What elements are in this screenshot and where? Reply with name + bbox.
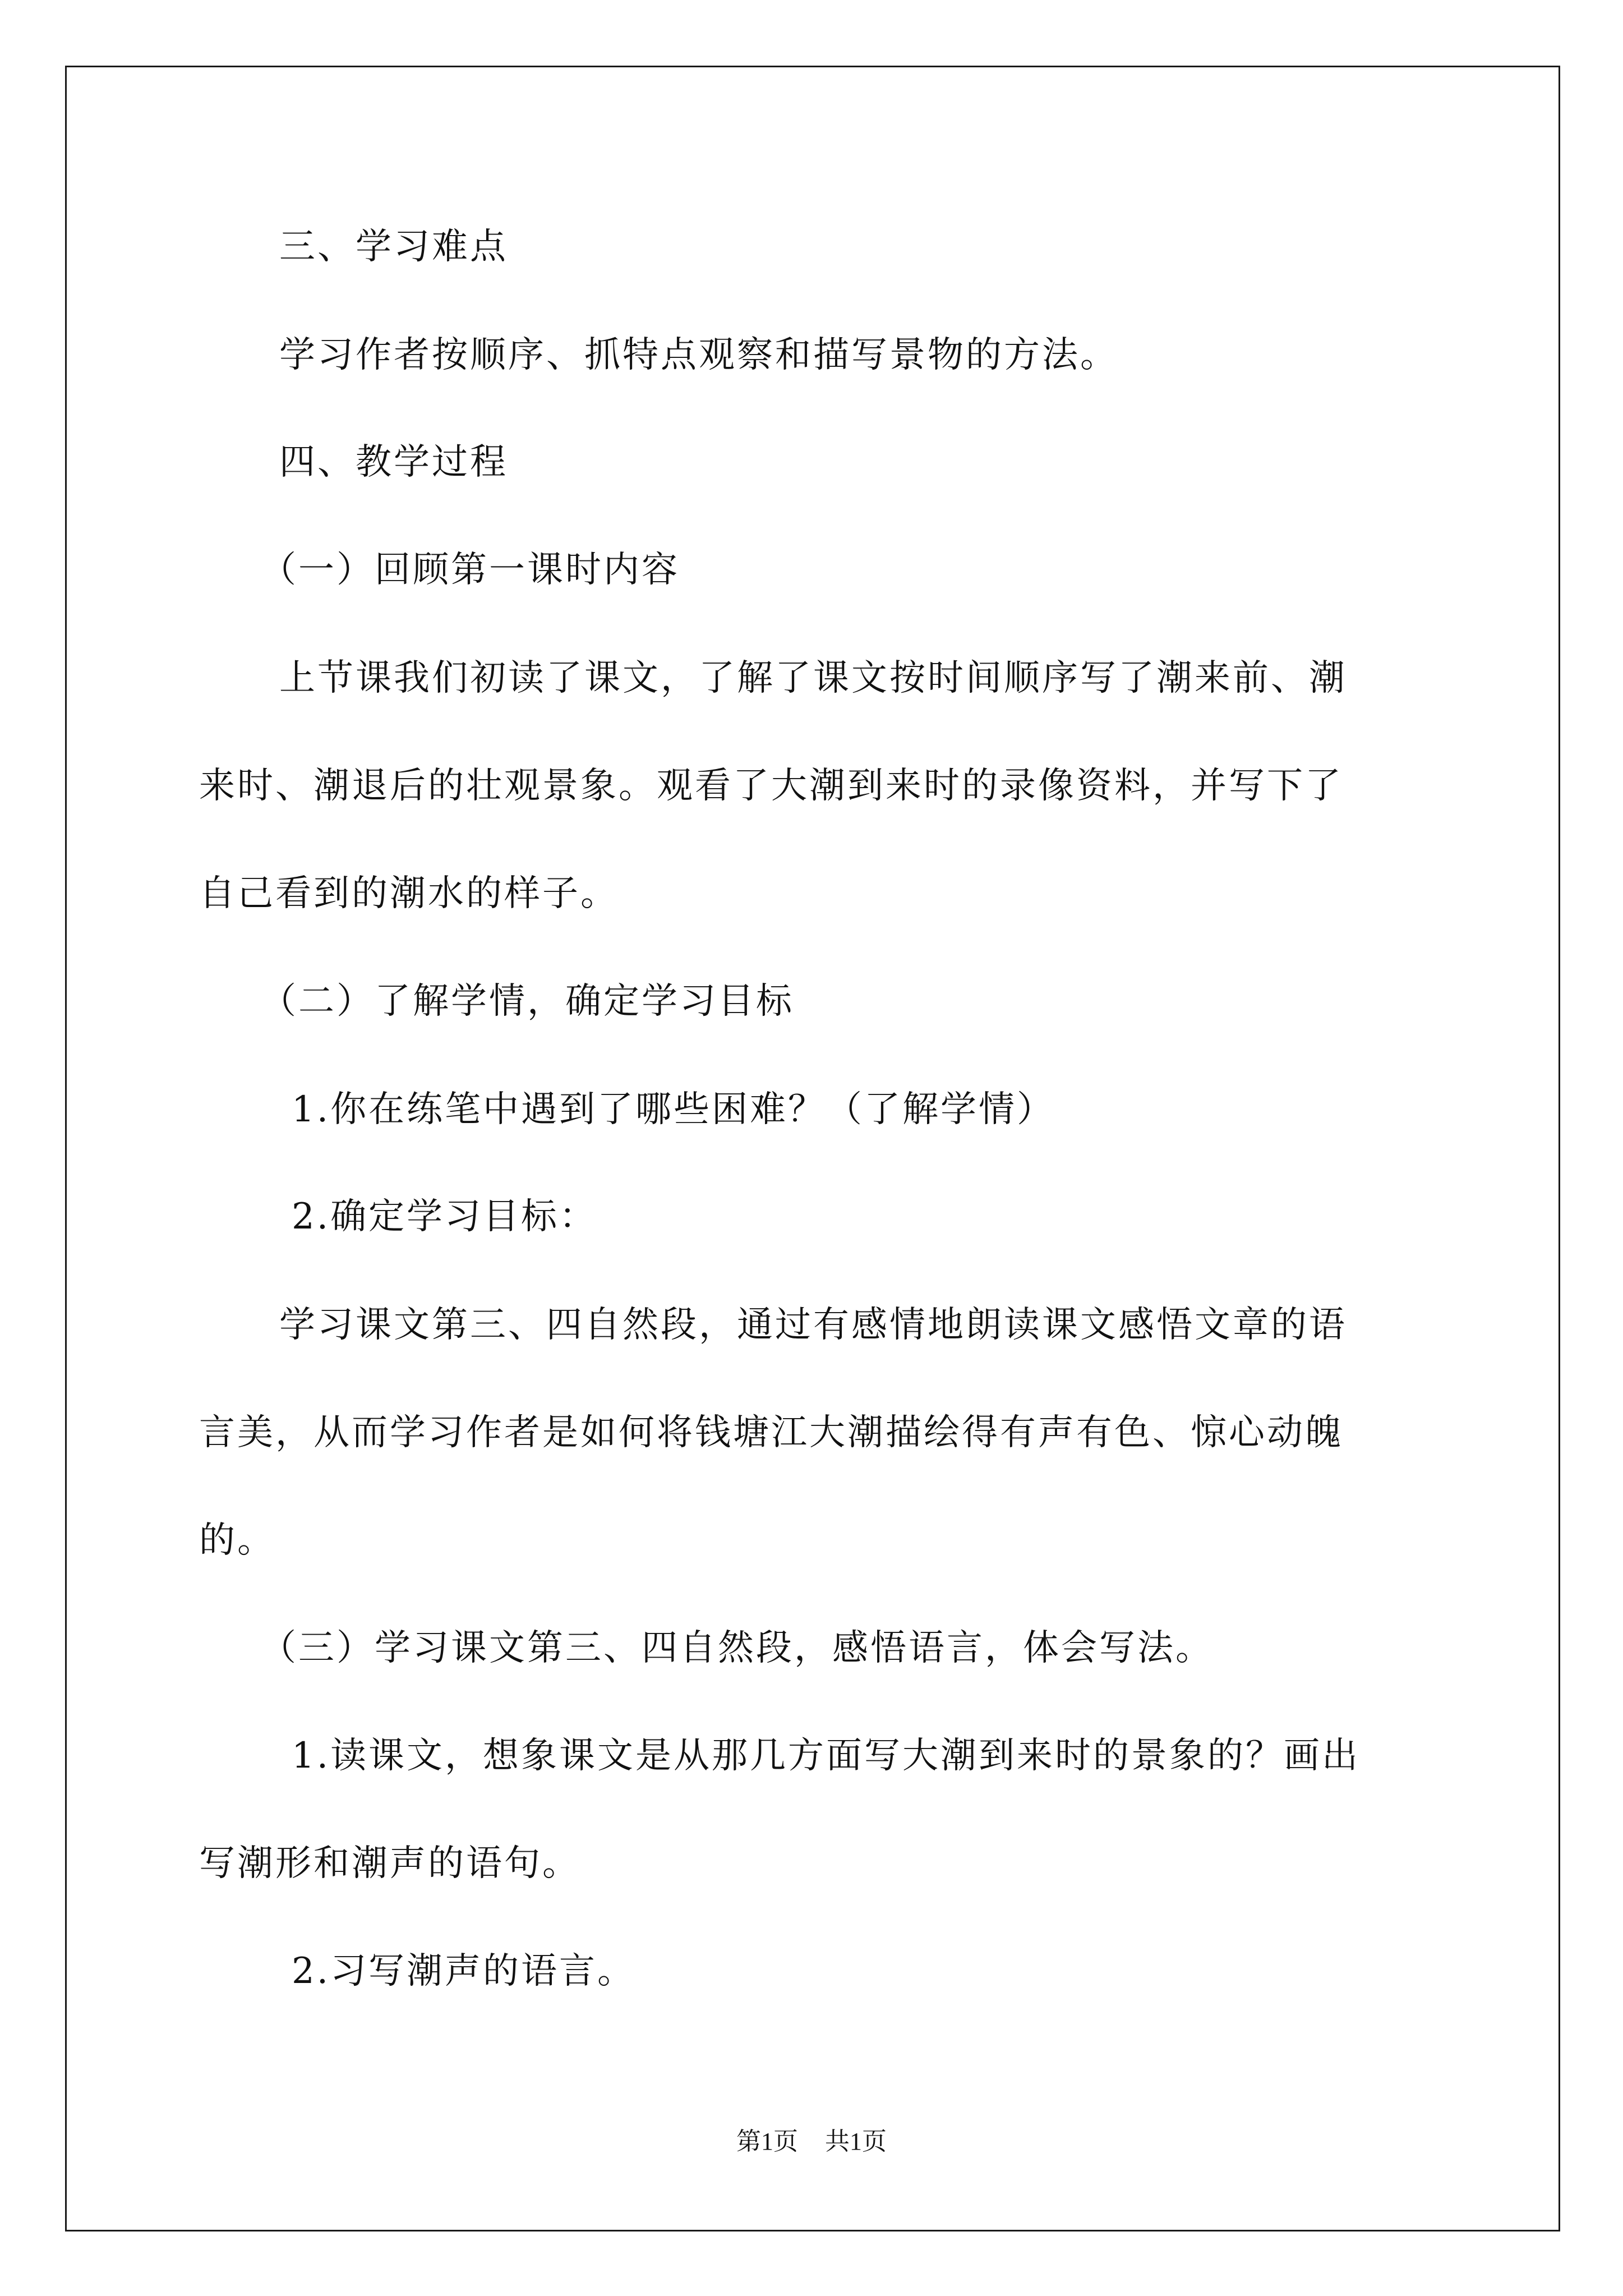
paragraph-text: 自己看到的潮水的样子。	[199, 873, 619, 914]
paragraph-text: 学习课文第三、四自然段，通过有感情地朗读课文感悟文章的语	[279, 1304, 1347, 1346]
list-item: 2.习写潮声的语言。	[292, 1950, 636, 1992]
heading-process: 四、教学过程	[279, 441, 508, 483]
list-item: 1.你在练笔中遇到了哪些困难？（了解学情）	[292, 1089, 1055, 1130]
subheading-objectives: （二）了解学情，确定学习目标	[260, 981, 794, 1022]
page-footer	[0, 2126, 1623, 2157]
subheading-review: （一）回顾第一课时内容	[260, 549, 680, 591]
paragraph-text: 学习作者按顺序、抓特点观察和描写景物的方法。	[279, 334, 1118, 376]
list-item: 1.读课文，想象课文是从那几方面写大潮到来时的景象的？画出	[292, 1735, 1361, 1777]
heading-difficulties: 三、学习难点	[279, 226, 508, 268]
paragraph-text: 的。	[199, 1520, 275, 1561]
page-border	[65, 66, 1560, 2231]
list-item: 2.确定学习目标：	[292, 1196, 598, 1237]
subheading-study: （三）学习课文第三、四自然段，感悟语言，体会写法。	[260, 1627, 1214, 1669]
paragraph-text: 写潮形和潮声的语句。	[199, 1843, 580, 1884]
page-total: 共1页	[825, 2128, 887, 2155]
paragraph-text: 上节课我们初读了课文，了解了课文按时间顺序写了潮来前、潮	[279, 657, 1347, 699]
page-number: 第1页	[736, 2128, 798, 2155]
paragraph-text: 来时、潮退后的壮观景象。观看了大潮到来时的录像资料，并写下了	[199, 765, 1343, 807]
paragraph-text: 言美，从而学习作者是如何将钱塘江大潮描绘得有声有色、惊心动魄	[199, 1412, 1343, 1453]
